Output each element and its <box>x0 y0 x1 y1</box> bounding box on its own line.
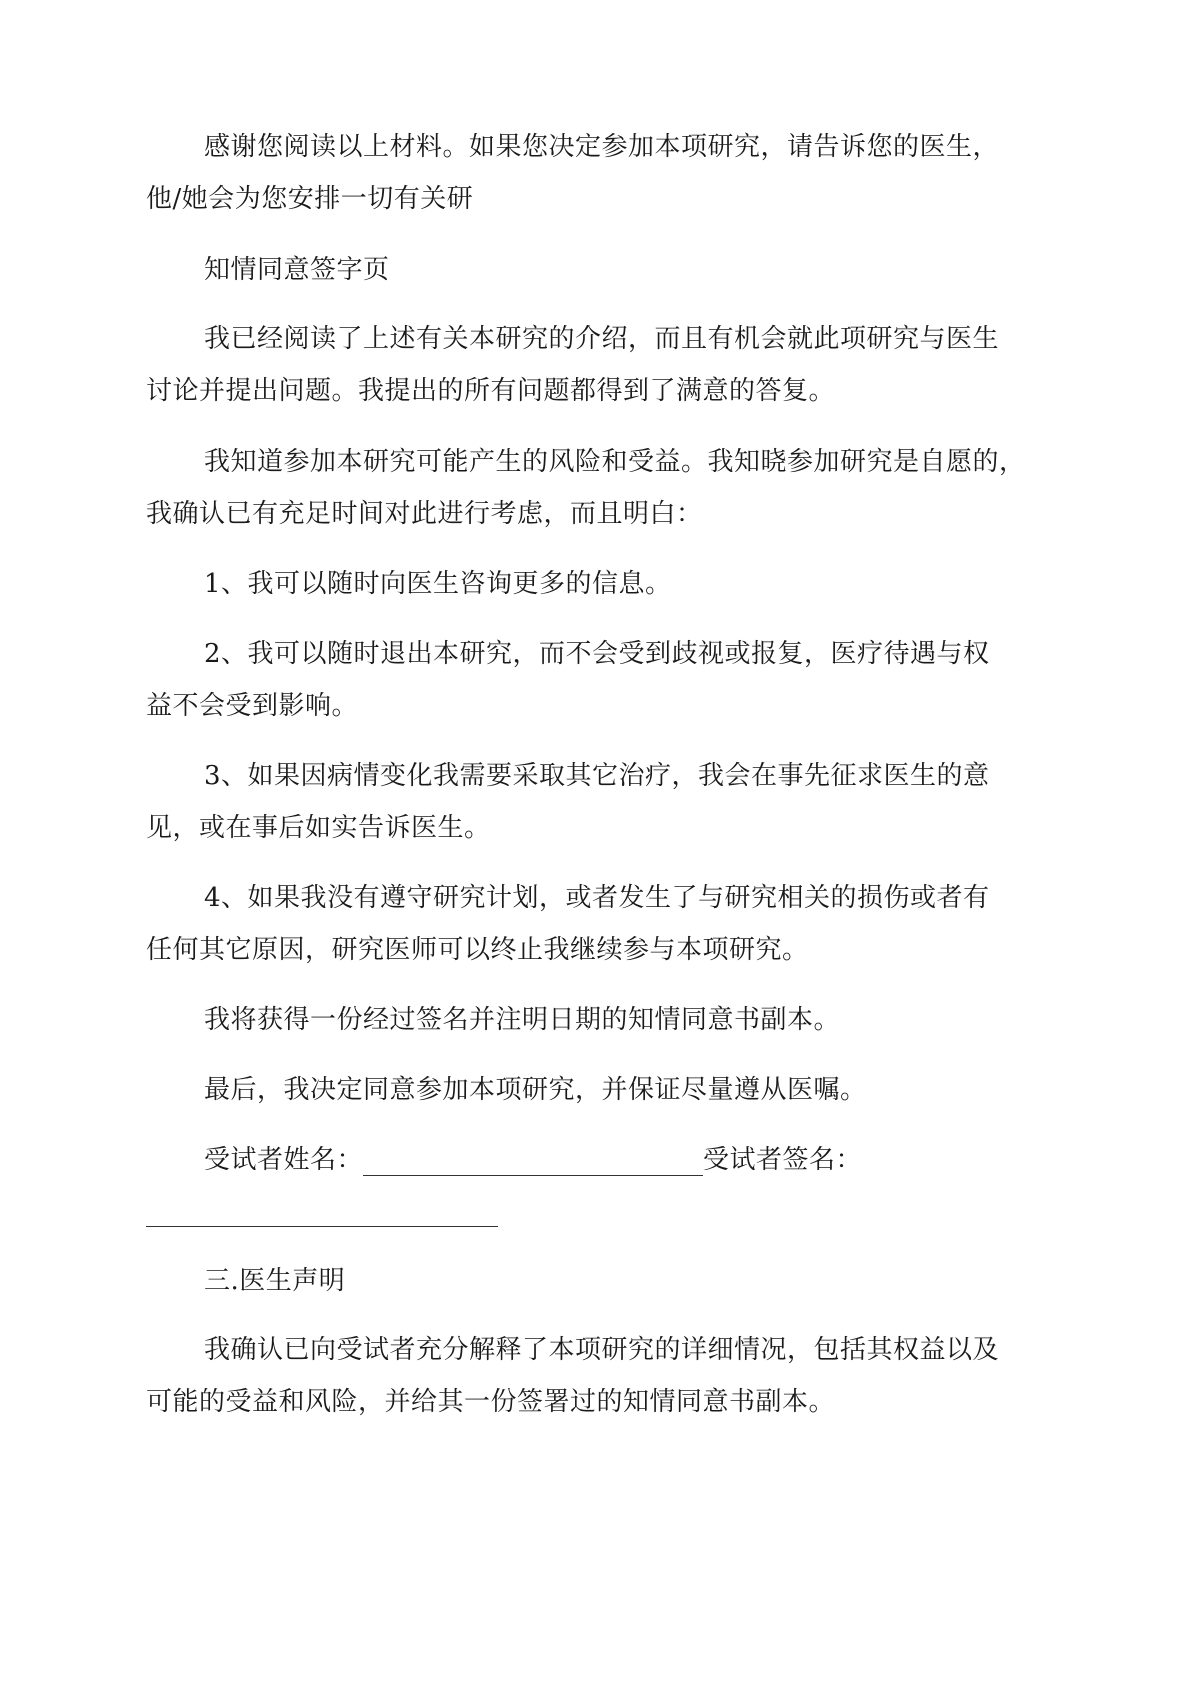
paragraph-risk-line-2: 我确认已有充足时间对此进行考虑，而且明白： <box>146 499 703 529</box>
paragraph-copy: 我将获得一份经过签名并注明日期的知情同意书副本。 <box>204 1005 841 1035</box>
subject-signature-field[interactable] <box>146 1226 498 1227</box>
paragraph-read-line-2: 讨论并提出问题。我提出的所有问题都得到了满意的答复。 <box>146 376 836 406</box>
subject-signature-row <box>204 1144 862 1176</box>
subject-name-label: 受试者姓名： <box>204 1145 364 1175</box>
paragraph-doctor-line-1: 我确认已向受试者充分解释了本项研究的详细情况，包括其权益以及 <box>204 1335 1000 1365</box>
list-item-2-line-1: 2、我可以随时退出本研究，而不会受到歧视或报复，医疗待遇与权 <box>204 639 990 669</box>
list-item-3-line-1: 3、如果因病情变化我需要采取其它治疗，我会在事先征求医生的意 <box>204 761 990 791</box>
list-item-2-line-2: 益不会受到影响。 <box>146 691 359 721</box>
paragraph-read-line-1: 我已经阅读了上述有关本研究的介绍，而且有机会就此项研究与医生 <box>204 324 1000 354</box>
paragraph-thanks-line-2: 他/她会为您安排一切有关研 <box>146 184 474 214</box>
subject-signature-label: 受试者签名： <box>703 1145 863 1175</box>
heading-consent-signature-page: 知情同意签字页 <box>204 255 390 285</box>
heading-doctor-statement: 三.医生声明 <box>204 1266 346 1296</box>
paragraph-thanks-line-1: 感谢您阅读以上材料。如果您决定参加本项研究，请告诉您的医生， <box>204 132 1000 162</box>
list-item-4-line-1: 4、如果我没有遵守研究计划，或者发生了与研究相关的损伤或者有 <box>204 883 990 913</box>
list-item-1: 1、我可以随时向医生咨询更多的信息。 <box>204 569 672 599</box>
list-item-4-line-2: 任何其它原因，研究医师可以终止我继续参与本项研究。 <box>146 935 809 965</box>
paragraph-risk-line-1: 我知道参加本研究可能产生的风险和受益。我知晓参加研究是自愿的， <box>204 447 1026 477</box>
paragraph-final-consent: 最后，我决定同意参加本项研究，并保证尽量遵从医嘱。 <box>204 1075 867 1105</box>
paragraph-doctor-line-2: 可能的受益和风险，并给其一份签署过的知情同意书副本。 <box>146 1387 836 1417</box>
list-item-3-line-2: 见，或在事后如实告诉医生。 <box>146 813 491 843</box>
subject-name-field[interactable] <box>363 1149 703 1176</box>
